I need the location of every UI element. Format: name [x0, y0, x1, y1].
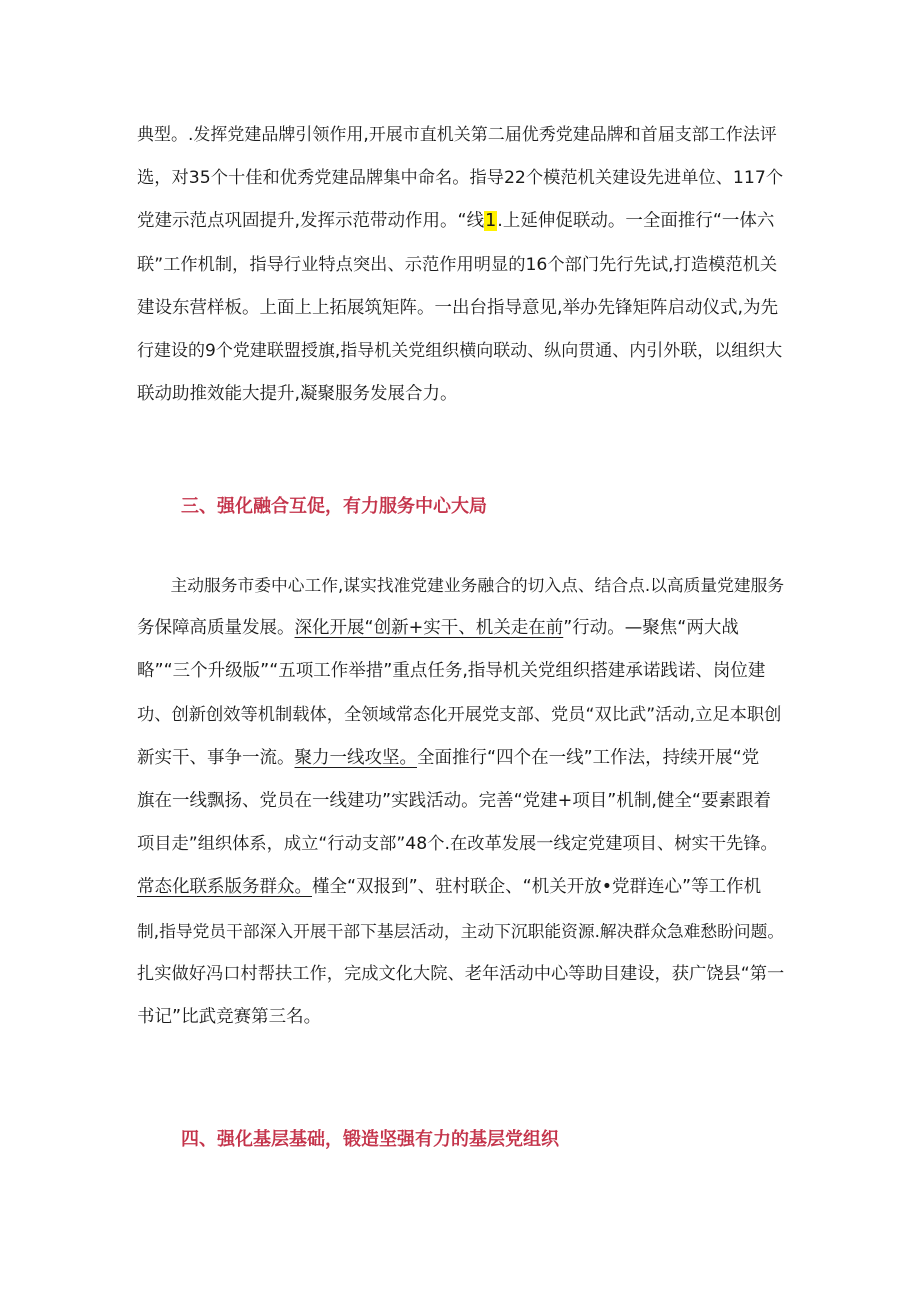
text-line — [137, 737, 785, 780]
underlined-text: 常态化联系版务群众。 — [137, 877, 312, 898]
text-fragment: 新实干、事争一流。 — [137, 747, 295, 768]
text-fragment: 槿全“双报到”、驻村联企、“机关开放•党群连心”等工作机 — [312, 877, 762, 898]
text-line: 项目走”组织体系，成立“行动支部”48个.在改革发展一线定党建项目、树实干先锋。 — [137, 834, 778, 855]
text-fragment: 主动服务市委中心工作,谋实找准党建业务融合的切入点、结合点.以高质量党建服务 — [170, 575, 785, 595]
paragraph-integration — [137, 564, 785, 1039]
text-line: 选，对35个十佳和优秀党建品牌集中命名。指导22个模范机关建设先进单位、117个 — [137, 168, 784, 189]
text-line: 行建设的9个党建联盟授旗,指导机关党组织横向联动、纵向贯通、内引外联，以组织大 — [137, 341, 783, 362]
section-heading-3: 三、强化融合互促，有力服务中心大局 — [181, 496, 487, 517]
text-line: 联动助推效能大提升,凝聚服务发展合力。 — [137, 384, 458, 405]
text-line: 制,指导党员干部深入开展干部下基层活动，主动下沉职能资源.解决群众急难愁盼问题。 — [137, 920, 785, 941]
text-line — [137, 564, 785, 607]
text-fragment: 务保障高质量发展。 — [137, 618, 295, 639]
text-line: 略”“三个升级版”“五项工作举措”重点任务,指导机关党组织搭建承诺践诺、岗位建 — [137, 661, 766, 682]
text-fragment: .上延伸促联动。一全面推行“一体六 — [497, 211, 775, 232]
text-line: 扎实做好冯口村帮扶工作，完成文化大院、老年活动中心等助目建设，获广饶县“第一 — [137, 963, 785, 984]
highlighted-text: 1 — [485, 211, 497, 232]
text-line — [137, 866, 785, 909]
text-line — [137, 607, 785, 650]
text-line: 典型。.发挥党建品牌引领作用,开展市直机关第二届优秀党建品牌和首届支部工作法评 — [137, 125, 777, 145]
underlined-text: 聚力一线攻坚。 — [294, 747, 417, 768]
text-fragment: 全面推行“四个在一线”工作法，持续开展“党 — [417, 747, 760, 768]
section-heading-4: 四、强化基层基础，锻造坚强有力的基层党组织 — [181, 1129, 559, 1150]
text-line: 建设东营样板。上面上上拓展筑矩阵。一出台指导意见,举办先锋矩阵启动仪式,为先 — [137, 297, 779, 318]
text-line: 旗在一线飘扬、党员在一线建功”实践活动。完善“党建+项目”机制,健全“要素跟着 — [137, 791, 771, 812]
text-line: 功、创新创效等机制载体，全领域常态化开展党支部、党员“双比武”活动,立足本职创 — [137, 704, 782, 725]
text-line: 联”工作机制，指导行业特点突出、示范作用明显的16个部门先行先试,打造模范机关 — [137, 254, 778, 275]
text-line — [137, 200, 785, 243]
paragraph-party-brand — [137, 114, 785, 416]
text-fragment: ”行动。—聚焦“两大战 — [563, 618, 739, 639]
underlined-text: 深化开展“创新+实干、机关走在前 — [294, 618, 564, 639]
text-line: 书记”比武竞赛第三名。 — [137, 1007, 322, 1028]
text-fragment: 党建示范点巩固提升,发挥示范带动作用。“线 — [137, 211, 485, 232]
